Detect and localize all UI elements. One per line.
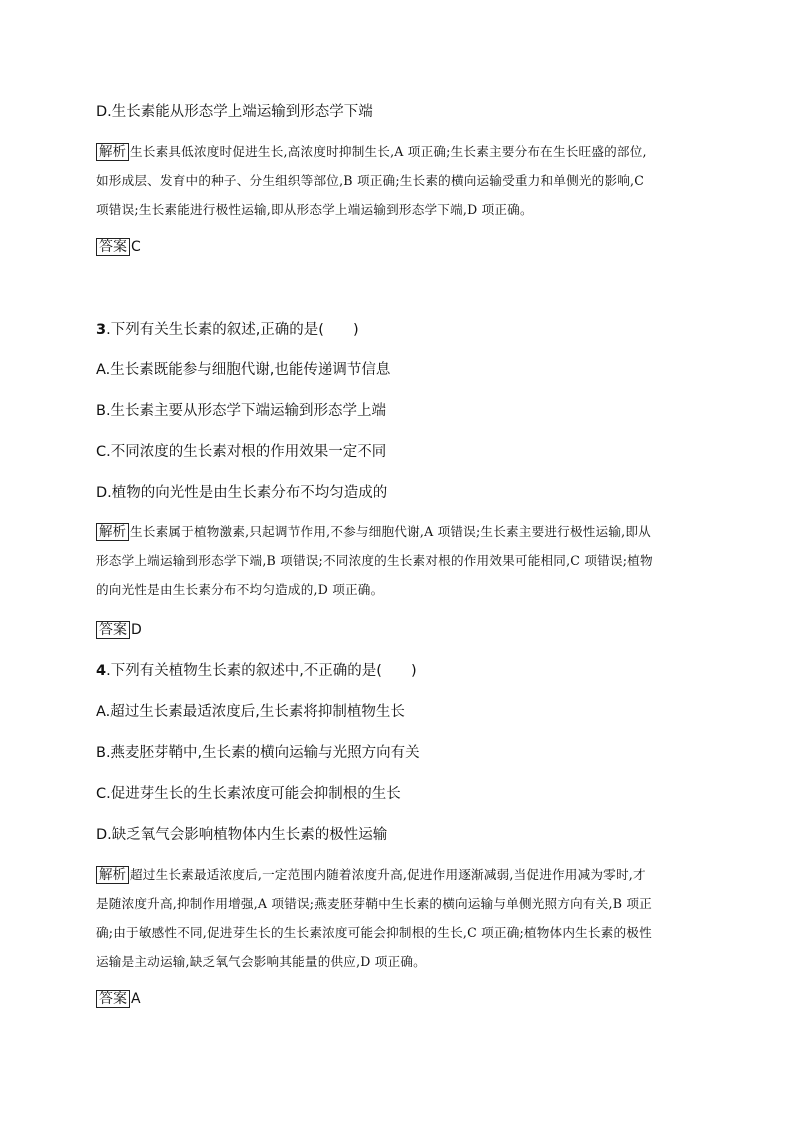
answer-tag: 答案 <box>96 238 130 256</box>
q4-analysis-line-1: 超过生长素最适浓度后,一定范围内随着浓度升高,促进作用逐渐减弱,当促进作用减为零时,才 <box>130 867 646 882</box>
q3-stem <box>96 321 359 339</box>
q4-analysis-line-4: 运输是主动运输,缺乏氧气会影响其能量的供应,D 项正确。 <box>96 954 426 969</box>
q3-analysis <box>96 517 696 604</box>
q2-analysis <box>96 137 696 224</box>
q3-option-b: B.生长素主要从形态学下端运输到形态学上端 <box>96 403 387 419</box>
q3-number: 3 <box>96 322 107 338</box>
q4-analysis-line-2: 是随浓度升高,抑制作用增强,A 项错误;燕麦胚芽鞘中生长素的横向运输与单侧光照方向有关,B 项正 <box>96 896 652 911</box>
analysis-tag: 解析 <box>96 523 129 541</box>
q3-analysis-line-2: 形态学上端运输到形态学下端,B 项错误;不同浓度的生长素对根的作用效果可能相同,C 项错误;植物 <box>96 553 653 568</box>
q4-option-a: A.超过生长素最适浓度后,生长素将抑制植物生长 <box>96 704 405 720</box>
q4-stem-text: .下列有关植物生长素的叙述中,不正确的是( ) <box>106 663 417 679</box>
q4-answer <box>96 990 141 1008</box>
q4-option-b: B.燕麦胚芽鞘中,生长素的横向运输与光照方向有关 <box>96 745 420 761</box>
answer-tag: 答案 <box>96 990 130 1008</box>
q2-answer <box>96 238 141 256</box>
q3-option-c: C.不同浓度的生长素对根的作用效果一定不同 <box>96 444 387 460</box>
q4-option-d: D.缺乏氧气会影响植物体内生长素的极性运输 <box>96 827 388 843</box>
analysis-tag: 解析 <box>96 143 129 161</box>
q2-answer-value: C <box>131 239 141 255</box>
q2-option-d: D.生长素能从形态学上端运输到形态学下端 <box>96 104 373 120</box>
answer-tag: 答案 <box>96 621 130 639</box>
q3-answer-value: D <box>131 622 142 638</box>
q3-option-a: A.生长素既能参与细胞代谢,也能传递调节信息 <box>96 362 391 378</box>
q4-stem <box>96 662 417 680</box>
analysis-tag: 解析 <box>96 866 129 884</box>
q3-analysis-line-1: 生长素属于植物激素,只起调节作用,不参与细胞代谢,A 项错误;生长素主要进行极性运输,即从 <box>130 524 651 539</box>
q4-analysis-line-3: 确;由于敏感性不同,促进芽生长的生长素浓度可能会抑制根的生长,C 项正确;植物体内生长素的极性 <box>96 925 652 940</box>
q3-stem-text: .下列有关生长素的叙述,正确的是( ) <box>106 322 359 338</box>
q3-answer <box>96 621 142 639</box>
q2-analysis-line-3: 项错误;生长素能进行极性运输,即从形态学上端运输到形态学下端,D 项正确。 <box>96 202 533 217</box>
q2-analysis-line-2: 如形成层、发育中的种子、分生组织等部位,B 项正确;生长素的横向运输受重力和单侧光的影响,C <box>96 173 645 188</box>
q2-analysis-line-1: 生长素具低浓度时促进生长,高浓度时抑制生长,A 项正确;生长素主要分布在生长旺盛的部位, <box>130 144 647 159</box>
q4-number: 4 <box>96 663 107 679</box>
q3-option-d: D.植物的向光性是由生长素分布不均匀造成的 <box>96 485 388 501</box>
q4-answer-value: A <box>131 991 141 1007</box>
q3-analysis-line-3: 的向光性是由生长素分布不均匀造成的,D 项正确。 <box>96 582 384 597</box>
q4-option-c: C.促进芽生长的生长素浓度可能会抑制根的生长 <box>96 786 401 802</box>
q4-analysis <box>96 860 696 976</box>
